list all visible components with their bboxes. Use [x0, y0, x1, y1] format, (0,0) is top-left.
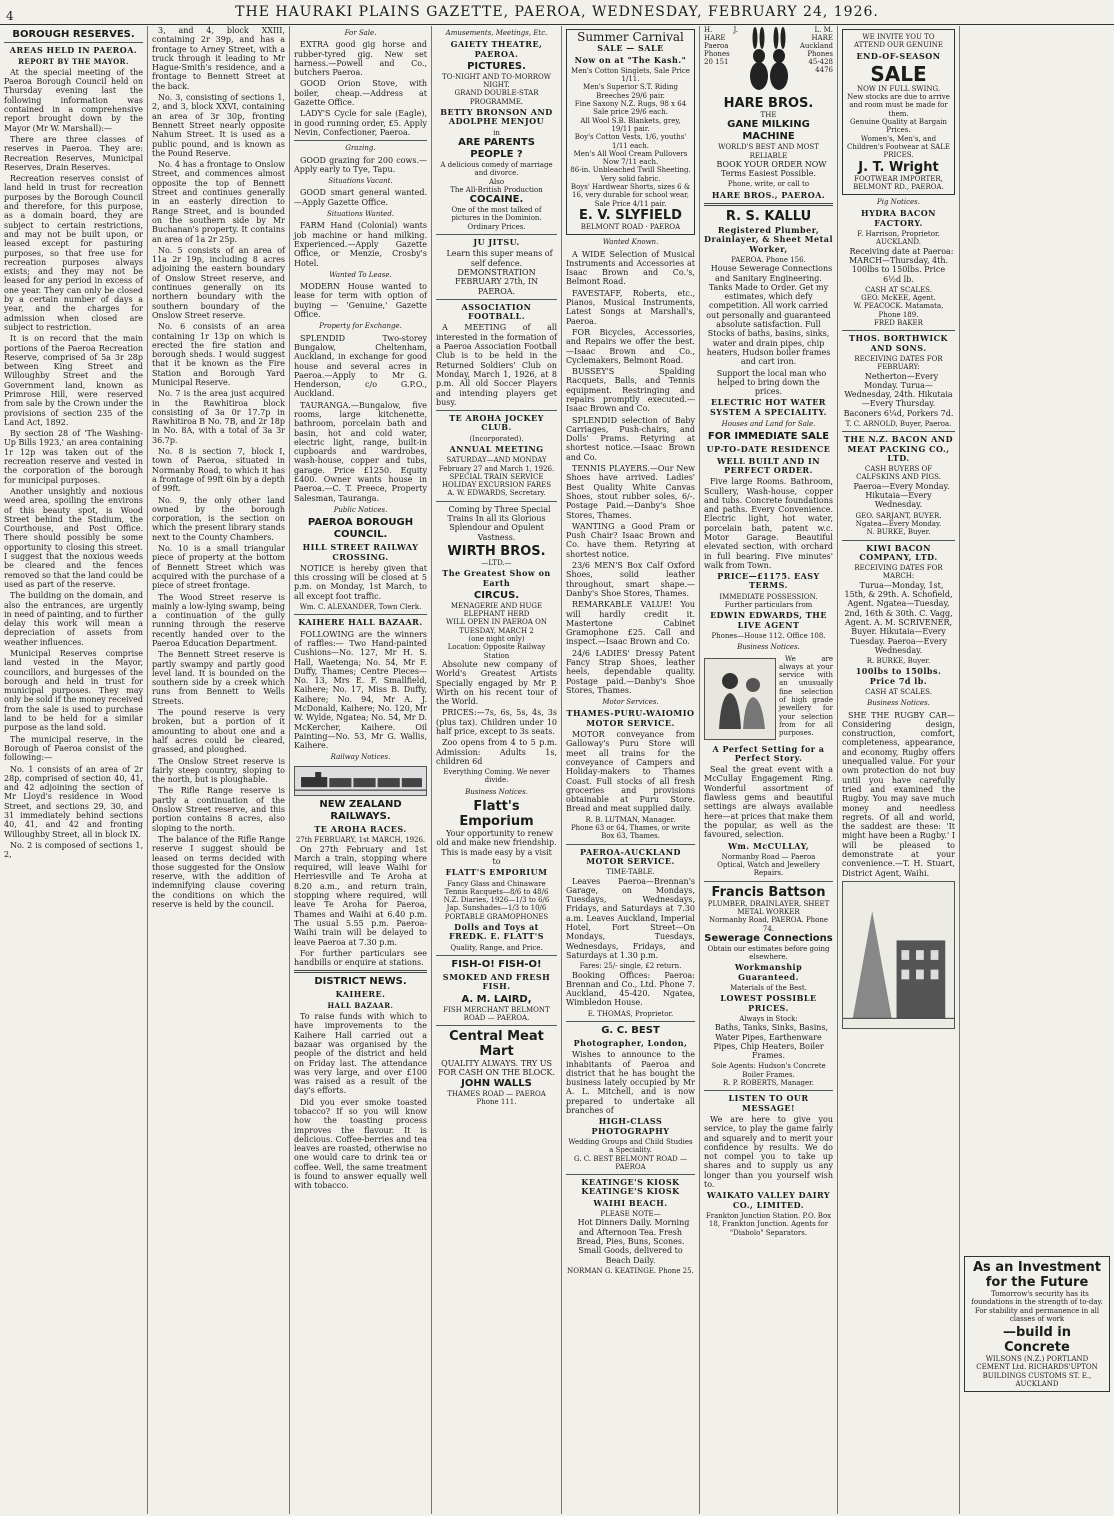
best-address: G. C. BEST BELMONT ROAD — PAEROA: [573, 1154, 688, 1171]
central-meat-mart: Central Meat Mart: [449, 1029, 544, 1060]
flatt-fancy: Fancy Glass and Chinaware: [447, 879, 546, 888]
norman-keatinge: NORMAN G. KEATINGE. Phone 25.: [567, 1266, 694, 1275]
nz-text: Paeroa—Every Monday. Hikutaia—Every Wednesday.: [853, 481, 950, 510]
best-name: G. C. BEST: [601, 1024, 660, 1036]
jujitsu-title: JU JITSU.: [473, 237, 520, 248]
paragraph: By section 28 of 'The Washing-Up Bills 1923,' an area containing 1r 12p was taken out of the recreation reserve and vested in the corporation of the borough for municipal purposes.: [4, 429, 143, 485]
column-5: [562, 26, 700, 1514]
jockey-club: TE AROHA JOCKEY CLUB.: [449, 413, 544, 433]
optical: Optical, Watch and Jewellery Repairs.: [717, 861, 820, 878]
kallu-support: Support the local man who helped to bring down the prices.: [716, 368, 827, 397]
also-text: Also: [488, 177, 505, 186]
masthead: [0, 0, 1114, 25]
paragraph: It is on record that the main portions of the Paeroa Recreation Reserve, comprised of 5a 3r 28p between King Street and Willoughby Street and the Government land, known as Primrose Hill, were reserved from sale by the Crown under the provisions of section 235 of the Land Act, 1892.: [4, 334, 143, 427]
divider: [436, 501, 557, 502]
laird-address: FISH MERCHANT BELMONT ROAD — PAEROA.: [443, 1005, 550, 1022]
walls-address: THAMES ROAD — PAEROA: [447, 1089, 546, 1098]
well-built: WELL BUILT AND IN PERFECT ORDER.: [716, 455, 821, 475]
lutman: R. B. LUTMAN, Manager.: [585, 815, 676, 824]
wirth-bros: WIRTH BROS.: [447, 543, 546, 559]
sale-heading: SALE: [870, 61, 927, 86]
summer-carnival-ad: [566, 29, 695, 235]
up-to-date: UP-TO-DATE RESIDENCE: [706, 444, 831, 455]
investment-title: As an Investment for the Future: [972, 1260, 1102, 1290]
tobacco-text: Did you ever smoke toasted tobacco? If so you will know how the toasting process improves the flavour. It is delicious. Coffee-berries and tea leaves are roasted, otherwise no one would care to drink tea or coffee. Well, the same treatment is found to answer equally well with tobacco.: [294, 1097, 427, 1191]
fares: Fares: 25/- single, £2 return.: [579, 962, 682, 971]
known-ad: FOR Bicycles, Accessories, and Repairs we offer the best.—Isaac Brown and Co., Cyclemakers, Belmont Road.: [566, 327, 695, 365]
section-grazing: Grazing.: [345, 144, 376, 153]
battson-sub: PLUMBER, DRAINLAYER, SHEET METAL WORKER: [707, 899, 830, 916]
paragraph: The balance of the Rifle Range reserve I suggest should be leased on terms decided with those suggested for the Onslow reserve, with the addition of indemnifying clause covering the conditions on which the reserve is held by the council.: [152, 834, 285, 910]
classified-ad: FARM Hand (Colonial) wants job machine or hand milking. Experienced.—Apply Gazette Office, or Menzie, Crosby's Hotel.: [294, 221, 427, 268]
divider: [842, 330, 955, 331]
byline: REPORT BY THE MAYOR.: [18, 56, 129, 66]
races-title: TE AROHA RACES.: [314, 823, 407, 834]
listen-title: LISTEN TO OUR MESSAGE!: [728, 1093, 809, 1113]
baker: FRED BAKER: [874, 319, 923, 328]
section-business: Business Notices.: [465, 787, 528, 796]
flatts-emporium: Flatt's Emporium: [459, 799, 534, 830]
sale-item: Fine Saxony N.Z. Rugs, 98 x 64 Sale price 29/6 each.: [574, 100, 687, 117]
phone-write: Phone, write, or call to: [727, 180, 810, 189]
divider: [566, 844, 695, 845]
sale-item: Men's Cotton Singlets, Sale Price 1/11.: [571, 66, 690, 84]
subheadline: AREAS HELD IN PAEROA.: [9, 45, 138, 56]
mccullay-address: Normanby Road — Paeroa: [721, 852, 816, 861]
john-walls: JOHN WALLS: [461, 1077, 532, 1089]
possession: IMMEDIATE POSSESSION.: [719, 592, 818, 601]
fish-heading: FISH-O! FISH-O!: [451, 958, 542, 970]
cash-at-scales-2: CASH AT SCALES.: [865, 688, 932, 696]
notice-text: NOTICE is hereby given that this crossing will be closed at 5 p.m. on Monday, 1st March, to all except foot traffic.: [294, 563, 427, 601]
sarjant: GEO. SARJANT, BUYER.: [855, 511, 942, 520]
classified-ad: EXTRA good gig horse and rubber-tyred gig. New set harness.—Powell and Co., butchers Paeroa.: [294, 40, 427, 78]
auckland-title: PAEROA-AUCKLAND MOTOR SERVICE.: [580, 846, 681, 866]
divider: [436, 299, 557, 300]
summer-carnival-title: Summer Carnival: [577, 30, 684, 44]
mccullay-text: We are always at your service with an unusually fine selection of high grade jewellery for your selection from for all purposes.: [779, 654, 833, 738]
motor-text: MOTOR conveyance from Galloway's Puru Store will meet all trains for the conveyance of Campers and Holiday-makers to Thames Coast. Full stocks of all fresh groceries and provisions obtainable at Puru Store. Bread and meat supplied daily.: [566, 730, 695, 814]
peacock: W. PEACOCK. Matamata, Phone 189.: [853, 302, 944, 319]
classified-ad: LADY'S Cycle for sale (Eagle), in good running order, £5. Apply Nevin, Confectioner, Paeroa.: [294, 109, 427, 137]
circus-text: Absolute new company of World's Greatest Artists Specially engaged by Mr P. Wirth on his recent tour of the World.: [436, 659, 557, 707]
annual-dates: February 27 and March 1, 1926.: [438, 464, 555, 473]
quality-always: QUALITY ALWAYS. TRY US FOR CASH ON THE BLOCK.: [438, 1059, 555, 1078]
borthwick: THOS. BORTHWICK AND SONS.: [849, 333, 948, 353]
columns: [0, 26, 1114, 1516]
house-price: PRICE—£1175. EASY TERMS.: [717, 571, 820, 591]
section-wanted: Situations Wanted.: [326, 210, 395, 219]
page-number: 4: [6, 9, 15, 23]
council-subtitle: HILL STREET RAILWAY CROSSING.: [302, 542, 419, 562]
burke-2: R. BURKE, Buyer.: [866, 657, 931, 666]
classified-ad: GOOD smart general wanted.—Apply Gazette Office.: [294, 188, 427, 207]
paragraph: The Bennett Street reserve is partly swampy and partly good level land. It is bounded on the southern side by a creek which runs from Bennett to Wells Streets.: [152, 650, 285, 706]
train-illustration: [294, 766, 427, 796]
new-stocks: New stocks are due to arrive and room must be made for them.: [847, 93, 950, 118]
cash-at-scales: CASH AT SCALES.: [865, 285, 932, 294]
listen-text: We are here to give you service, to play the game fairly and squarely and to merit your confidence by results. We do not compel you to take up shares and to supply us any longer than you yourself wish to.: [704, 1114, 833, 1190]
film-title-2: COCAINE.: [469, 194, 524, 206]
flatt-shades: Jap. Sunshades—1/3 to 10/6: [446, 904, 547, 913]
known-ad: 24/6 LADIES' Dressy Patent Fancy Strap Shoes, leather heels, dependable quality. Postage paid.—Danby's Shoe Stores, Thames.: [566, 648, 695, 695]
divider: [294, 970, 427, 973]
hare-right: L. M. HARE Auckland Phones 45-428 4476: [799, 26, 833, 74]
hare-bros: HARE BROS.: [723, 96, 814, 111]
known-ad: A WIDE Selection of Musical Instruments and Accessories at Isaac Brown and Co.'s, Belmont Road.: [566, 249, 695, 287]
one-night: (one night only): [468, 635, 525, 644]
column-3: [290, 26, 432, 1514]
holiday-fares: HOLIDAY EXCURSION FARES: [441, 481, 552, 490]
full-swing: NOW IN FULL SWING.: [856, 84, 941, 93]
cash-buyers: CASH BUYERS OF CALFSKINS AND PIGS.: [856, 465, 941, 482]
railways-title: NEW ZEALAND RAILWAYS.: [319, 798, 402, 822]
flatt-tennis: Tennis Racquets—8/6 to 48/6: [444, 887, 549, 896]
divider: [436, 410, 557, 411]
laird-name: A. M. LAIRD,: [461, 993, 532, 1005]
known-ad: WANTING a Good Pram or Push Chair? Isaac Brown and Co. have them. Retyring at shortest notice.: [566, 521, 695, 559]
pictures-heading: PICTURES.: [467, 60, 526, 72]
hydra-text: Receiving date at Paeroa: MARCH—Thursday, 4th. 100lbs to 150lbs. Price 6½d lb.: [848, 246, 954, 284]
paragraph: No. 5 consists of an area of 11a 2r 19p, including 8 acres adjoining the eastern boundary of Onslow Street reserve, and continues generally on its northern boundary with the southern boundary of the Onslow Street reserve.: [152, 245, 285, 320]
flatt-text: Your opportunity to renew old and make new friendship. This is made easy by a visit to: [436, 829, 557, 866]
timetable: TIME-TABLE.: [606, 868, 655, 877]
divider: [436, 1025, 557, 1026]
district-news-title: DISTRICT NEWS.: [314, 976, 407, 988]
paragraph: The Rifle Range reserve is partly a continuation of the Onslow Street reserve, and this portion contains 8 acres, also sloping to the north.: [152, 786, 285, 833]
jockey-sub: (Incorporated).: [469, 434, 524, 443]
electric-hot-water: ELECTRIC HOT WATER SYSTEM A SPECIALITY.: [710, 397, 827, 417]
agent-name: EDWIN EDWARDS, THE LIVE AGENT: [710, 610, 827, 630]
section-wanted-known: Wanted Known.: [602, 238, 659, 247]
tonight: TO-NIGHT AND TO-MORROW NIGHT.: [442, 72, 551, 90]
high-class-photography: HIGH-CLASS PHOTOGRAPHY: [591, 1116, 670, 1136]
bazaar-title: KAIHERE HALL BAZAAR.: [298, 617, 423, 628]
in-text: in: [493, 128, 500, 137]
paragraph: The Onslow Street reserve is fairly steep country, sloping to the north, but is ploughable.: [152, 756, 285, 785]
sale-item: 86-in. Unbleached Twill Sheeting. Very solid fabric.: [570, 166, 691, 183]
paragraph: Recreation reserves consist of land held in trust for recreation purposes by the Borough Council and therefore, for this purpose, as a domain board, they are subject to certain restrictions, and may not be built upon, or leased except for pasturing purposes, so that free use for recreation purposes always exists; and they may not be leased for any period in excess of one year. They can only be closed by a certain number of days a year, and the charges for admission when closed are subject to restriction.: [4, 174, 143, 332]
circus-location: Location: Opposite Railway Station: [447, 643, 546, 660]
auckland-text: Leaves Paeroa—Brennan's Garage, on Mondays, Tuesdays, Wednesdays, Fridays, and Saturdays at 7.30 a.m. Leaves Auckland, Imperial Hotel, Fort Street—On Mondays, Tuesdays, Wednesdays, Fridays, and Saturdays at 1.30 p.m.: [566, 876, 695, 960]
divider: [842, 540, 955, 541]
materials: Materials of the Best.: [730, 984, 807, 993]
building-icon: [843, 882, 954, 1028]
sale-item: Boy's Cotton Vests, 1/6, youths' 1/11 each.: [574, 133, 687, 150]
menagerie: MENAGERIE AND HUGE ELEPHANT HERD: [450, 601, 543, 619]
race-dates: 27th FEBRUARY, 1st MARCH, 1926.: [295, 836, 426, 845]
booking: Booking Offices: Paeroa: Brennan and Co., Ltd. Phone 7. Auckland, 45-420. Ngatea, Wimbledon House.: [566, 970, 695, 1008]
sale-item: Men's All Wool Cream Pullovers Now 7/11 each.: [573, 149, 688, 167]
known-ad: TENNIS PLAYERS.—Our New Shoes have arrived. Ladies' Best Quality White Canvas Shoes, stout rubber soles, 6/-. Postage Paid.—Danby's Shoe Stores, Thames.: [566, 464, 695, 520]
flatt-quality: Quality, Range, and Price.: [450, 943, 543, 952]
investment-text: Tomorrow's security has its foundations in the strength of to-day. For stability and permanence in all classes of work: [971, 1290, 1103, 1323]
film-subtitle-1: A delicious comedy of marriage and divorce.: [440, 160, 553, 178]
roberts: R. P. ROBERTS, Manager.: [723, 1079, 814, 1088]
double-star: GRAND DOUBLE-STAR PROGRAMME.: [454, 89, 539, 106]
district-text: To raise funds with which to have improvements to the Kaihere Hall carried out a bazaar was organised by the people of the district and held on Friday last. The attendance was very large, and over £100 was raised as a result of the day's efforts.: [294, 1012, 427, 1096]
thomas: E. THOMAS, Proprietor.: [587, 1009, 674, 1018]
concrete-illustration: [842, 881, 955, 1029]
secretary: A. W. EDWARDS, Secretary.: [447, 489, 546, 498]
divider: [294, 614, 427, 615]
divider: [704, 881, 833, 882]
wright-sub: FOOTWEAR IMPORTER, BELMONT RD., PAEROA.: [853, 174, 944, 191]
keatinge-kiosk: KEATINGE'S KIOSK KEATINGE'S KIOSK: [581, 1177, 680, 1197]
paragraph: At the special meeting of the Paeroa Borough Council held on Thursday evening last the following information was contained in a comprehensive report brought down by the Mayor (Mr W. Marshall):—: [4, 67, 143, 133]
paragraph: No. 8 is section 7, block I, town of Paeroa, situated in Normanby Road, to which it has a frontage of 99ft 6in by a depth of 99ft.: [152, 447, 285, 494]
wright-name: J. T. Wright: [858, 159, 939, 175]
headline-borough-reserves: BOROUGH RESERVES.: [12, 29, 135, 40]
hare-bros-paeroa: HARE BROS., PAEROA.: [711, 189, 826, 200]
ordinary-prices: Ordinary Prices.: [467, 222, 526, 231]
section-vacant: Situations Vacant.: [328, 177, 393, 186]
paragraph: Another unsightly and noxious weed area, spoiling the environs of this beauty spot, is Wood Street behind the Stadium, the Courthouse, and Post Office. There should possibly be some opportunity to closing this street. I suggest that the noxious weeds be cleared and the fences removed so that the land could be used as part of the reserve.: [4, 486, 143, 589]
battson-address: Normanby Road, PAEROA. Phone 74.: [708, 916, 829, 933]
kiwi-text: Turua—Monday, 1st, 15th, & 29th. A. Schofield, Agent. Ngatea—Tuesday, 2nd, 16th & 30th. C. Vagg, Agent. A. M. SCRIVENER, Buyer. Hikutaia—Every Tuesday. Paeroa—Every Wednesday.: [844, 580, 953, 655]
footwear: Women's, Men's, and Children's Footwear at SALE PRICES.: [847, 134, 950, 160]
column-7: [838, 26, 960, 1514]
best-sub: Photographer, London,: [573, 1037, 688, 1048]
paragraph: No. 6 consists of an area containing 1r 13p on which is erected the fire station and borough sheds. I would suggest that it be known as the Fire Station and Borough Yard Municipal Reserve.: [152, 322, 285, 387]
train-icon: [295, 767, 426, 795]
kallu-text: House Sewerage Connections and Sanitary Engineering. Tanks Made to Order. Get my estimates, which defy competition. All work carried out personally and guaranteed absolute satisfaction. Full Stocks of baths, basins, sinks, water and drain pipes, chip heaters, Hudson boiler frames and cart iron.: [706, 264, 833, 367]
column-6: [700, 26, 838, 1514]
couple-icon: [705, 659, 775, 739]
immediate-sale: FOR IMMEDIATE SALE: [707, 431, 830, 443]
wilsons-cement: WILSONS (N.Z.) PORTLAND CEMENT Ltd. RICHARDS'UPTON BUILDINGS CUSTOMS ST. E., AUCKLAND: [976, 1355, 1098, 1389]
annual-days: SATURDAY—AND MONDAY: [446, 456, 547, 465]
borthwick-text: Netherton—Every Monday. Turua—Wednesday, 24th. Hikutaia—Every Thursday. Baconers 6¼d, Porkers 7d.: [843, 371, 954, 418]
paragraph: 3, and 4, block XXIII, containing 2r 39p, and has a frontage to Arney Street, with a truck through it leading to Mr Hague-Smith's residence, and a frontage to Bennett Street at the back.: [152, 26, 285, 91]
lowest-prices: LOWEST POSSIBLE PRICES.: [720, 993, 817, 1013]
jeweller-illustration: [704, 658, 776, 740]
jujitsu-text: Learn this super means of self defence. DEMONSTRATION FEBRUARY 27th, IN PAEROA.: [446, 249, 553, 296]
wedding-groups: Wedding Groups and Child Studies a Speciality.: [568, 1137, 693, 1155]
stock-label: Always in Stock:: [739, 1014, 798, 1023]
section-amusements: Amusements, Meetings, Etc.: [445, 29, 548, 37]
known-ad: SPLENDID selection of Baby Carriages, Push-chairs, and Dolls' Prams. Retyring at shortest notice.—Isaac Brown and Co.: [566, 415, 695, 462]
perfect-setting: A Perfect Setting for a Perfect Story.: [712, 743, 825, 763]
battson-name: Francis Battson: [711, 884, 826, 900]
slyfield-name: E. V. SLYFIELD: [579, 207, 682, 223]
hot-dinners: Hot Dinners Daily. Morning and Afternoon Tea. Fresh Bread, Pies, Buns, Scones. Small Goods, delivered to Beach Daily.: [576, 1218, 690, 1265]
section-public-notices: Public Notices.: [333, 505, 388, 514]
paragraph: The building on the domain, and also the entrances, are urgently in need of painting, and to further delay this work will mean a depreciation of assets from weather influences.: [4, 591, 143, 647]
jeweller-row: [704, 655, 833, 743]
divider: [294, 140, 427, 141]
wright-sale-ad: [842, 29, 955, 195]
ngatea: Ngatea—Every Monday.: [855, 519, 942, 528]
divider: [566, 1021, 695, 1022]
paragraph: No. 7 is the area just acquired in the Rawhitiroa block consisting of 3a 0r 17.7p in Rawhitiroa B No. 7B, and 2r 18p in No. 8A, with a total of 3a 3r 36.7p.: [152, 389, 285, 445]
sewerage-sub: Obtain our estimates before going elsewhere.: [707, 944, 830, 962]
the-label: THE: [760, 111, 777, 119]
rugby-text: SHE THE RUGBY CAR—Considering design, construction, comfort, completeness, appearance, and economy, Rugby offers unequalled value. For your own protection do not buy until you have carefully tried and examined the Rugby. You may save much money and needless regrets. Of all and world, the saddest are these: 'It might have been a Rugby.' I will be pleased to demonstrate at your convenience.—T. H. Stuart, District Agent, Waihi.: [842, 710, 955, 878]
notice-signature: Wm. C. ALEXANDER, Town Clerk.: [299, 603, 422, 612]
greatest-show: The Greatest Show on Earth: [442, 568, 551, 588]
gane-machine: GANE MILKING MACHINE: [727, 119, 810, 143]
hydra-sub: F. Harrison, Proprietor. AUCKLAND.: [857, 230, 940, 247]
sale-item: Men's Superior S.T. Riding Breeches 29/6 pair.: [583, 83, 678, 100]
burke: N. BURKE, Buyer.: [866, 528, 931, 537]
paragraph: The pound reserve is very broken, but a portion of it amounting to about one and a half acres could be cleared, grassed, and ploughed.: [152, 708, 285, 755]
stars: BETTY BRONSON AND ADOLPHE MENJOU: [440, 107, 553, 127]
genuine-quality: Genuine Quality at Bargain Prices.: [849, 118, 948, 135]
council-title: PAEROA BOROUGH COUNCIL.: [307, 517, 414, 541]
gaiety-theatre: GAIETY THEATRE, PAEROA.: [450, 39, 543, 59]
football-text: A MEETING of all interested in the formation of a Paeroa Association Football Club is to be held in the Returned Soldiers' Club on Monday, March 1, 1926, at 8 p.m. All old Soccer Players and intending players get busy.: [436, 323, 557, 407]
hall-bazaar-heading: HALL BAZAAR.: [327, 1000, 394, 1010]
paragraph: Municipal Reserves comprise land vested in the Mayor, councillors, and burgesses of the borough and held in trust for municipal purposes. They may only be sold if the money received from the sale is used to purchase land to be held for a similar purpose as the land sold.: [4, 649, 143, 733]
classified-ad: GOOD Orion Stove, with boiler, cheap.—Address at Gazette Office.: [294, 79, 427, 108]
classified-ad: SPLENDID Two-storey Bungalow, Cheltenham, Auckland, in exchange for good house and several acres in Paeroa.—Apply to Mr G. Henderson, c/o G.P.O., Auckland.: [294, 333, 427, 399]
build-in-concrete: —build in Concrete: [1002, 1325, 1071, 1356]
wirth-ltd: —LTD.—: [481, 558, 512, 567]
flatt-diaries: N.Z. Diaries, 1926—1/3 to 6/6: [443, 896, 550, 905]
walls-phone: Phone 111.: [476, 1098, 517, 1107]
bazaar-text: FOLLOWING are the winners of raffles:— Two Hand-painted Cushions—No. 127, Mr H. S. Hall, Waetenga; No. 54, Mr F. Duffy, Thames; Centre Pieces—No. 13, Mrs E. F. Smallfield, Kaihere; No. 17, Miss B. Duffy, Kaihere; No. 94, Mr A. J. McDonald, Kaihere; No. 120, Mr W. Wylde, Ngatea; No. 54, Mr D. McKercher, Kaihere. Oil Painting—No. 53, Mr G. Wallis, Kaihere.: [294, 629, 427, 751]
paragraph: The municipal reserve, in the Borough of Paeroa consist of the following:—: [4, 734, 143, 763]
sewerage: Sewerage Connections: [704, 932, 833, 944]
agent-phones: Phones—House 112. Office 108.: [711, 631, 826, 640]
hare-header: [704, 26, 833, 96]
section-business: Business Notices.: [867, 699, 930, 708]
arnold: T. C. ARNOLD, Buyer, Paeroa.: [845, 419, 952, 428]
hydra: HYDRA BACON FACTORY.: [861, 208, 936, 228]
mckee: GEO. McKEE, Agent.: [861, 294, 936, 303]
column-4: [432, 26, 562, 1514]
paragraph: No. 4 has a frontage to Onslow Street, and commences almost opposite the top of Bennett Street and continues generally in an easterly direction to Range Street, and is bounded on the southern side by Mr Buchanan's property. It contains an area of 1a 2r 25p.: [152, 160, 285, 244]
circus-title: CIRCUS.: [473, 589, 520, 601]
kaihere-heading: KAIHERE.: [335, 989, 386, 1000]
now-on: Now on at "The Kash.": [574, 54, 687, 65]
book-order: BOOK YOUR ORDER NOW Terms Easiest Possible.: [716, 159, 827, 179]
waikato-dairy: WAIKATO VALLEY DAIRY CO., LIMITED.: [706, 1190, 831, 1210]
circus-coming: Coming by Three Special Trains In all its Glorious Splendour and Opulent Vastness.: [447, 504, 551, 542]
stock-text: Baths, Tanks, Sinks, Basins, Water Pipes, Earthenware Pipes, Chip Heaters, Boiler Frames.: [713, 1023, 829, 1061]
gane-sub: WORLD'S BEST AND MOST RELIABLE: [718, 143, 819, 160]
smoked-fish: SMOKED AND FRESH FISH.: [442, 971, 551, 992]
investment-ad: [964, 1256, 1110, 1392]
section-lease: Wanted To Lease.: [329, 270, 392, 279]
mccullay-name: Wm. McCULLAY,: [727, 840, 810, 851]
divider: [566, 1174, 695, 1175]
british-production: The All-British Production: [450, 185, 543, 194]
paragraph: No. 1 consists of an area of 2r 28p, comprised of section 40, 41, and 42 adjoining the section of Mr Lloyd's residence in Wood Street, and sections 29, 30, and 31 immediately behind sections 40, 41, and 42 and fronting Willoughby Street, all in block IX.: [4, 764, 143, 839]
railway-text: On 27th February and 1st March a train, stopping where required, will leave Waihi for Herriesville and Te Aroha at 8.20 a.m., and return train, stopping where required, will leave Te Aroha for Paeroa, Thames and Waihi at 6.40 p.m. The usual 5.55 p.m. Paeroa-Waihi train will be delayed to leave Paeroa at 7.30 p.m.: [294, 844, 427, 947]
further-from: Further particulars from: [724, 601, 813, 610]
kallu-address: PAEROA. Phone 156.: [731, 255, 806, 264]
kiwi-bacon: KIWI BACON COMPANY, LTD.: [859, 542, 938, 562]
paragraph: No. 9, the only other land owned by the borough corporation, is the section on which the present library stands next to the County Chambers.: [152, 495, 285, 542]
sale-item: Boys' Hardwear Shorts, sizes 6 & 16, very durable for school wear, Sale Price 4/11 pair.: [570, 183, 691, 208]
railway-note: For further particulars see handbills or enquire at stations.: [294, 948, 427, 968]
flatt-portable: PORTABLE GRAMOPHONES: [444, 912, 549, 921]
train-service: SPECIAL TRAIN SERVICE: [449, 472, 544, 481]
house-text: Five large Rooms. Bathroom, Scullery, Wash-house, copper and tubs. Concrete foundations and paths. Every Convenience. Electric light, hot water, porcelain bath, patent w.c. Motor Garage. Beautiful elevated section, with orchard in full bearing. Five minutes' walk from Town.: [704, 477, 833, 570]
divider: [704, 1090, 833, 1091]
paragraph: The Wood Street reserve is mainly a low-lying swamp, being a continuation of the gully running through the reserve recently handed over to the Paeroa Education Department.: [152, 592, 285, 648]
will-open: WILL OPEN IN PAEROA ON TUESDAY, MARCH 2: [446, 618, 547, 635]
divider: [436, 234, 557, 235]
known-ad: FAVESTAFF, Roberts, etc., Pianos, Musical Instruments, Latest Songs at Marshall's, Paeroa.: [566, 288, 695, 326]
classified-ad: MODERN House wanted to lease for term with option of buying — 'Genuine,' Gazette Office.: [294, 282, 427, 320]
football-title: ASSOCIATION FOOTBALL.: [461, 301, 532, 322]
film-title-1: ARE PARENTS PEOPLE ?: [458, 136, 535, 160]
flatt-dolls: Dolls and Toys at FREDK. E. FLATT'S: [449, 922, 544, 942]
section-motor: Motor Services.: [602, 698, 659, 707]
masthead-title: THE HAURAKI PLAINS GAZETTE, PAEROA, WEDNESDAY, FEBRUARY 24, 1926.: [235, 4, 879, 20]
section-railway: Railway Notices.: [330, 753, 391, 762]
film-subtitle-2: One of the most talked of pictures in the Dominion.: [451, 206, 542, 223]
best-text: Wishes to announce to the inhabitants of Paeroa and district that he has bought the business lately occupied by Mr A. L. Mitchell, and is now prepared to undertake all branches of: [566, 1050, 695, 1116]
end-of-season: END-OF-SEASON: [856, 50, 941, 61]
divider: [704, 203, 833, 206]
section-exchange: Property for Exchange.: [319, 322, 402, 331]
kallu-name: R. S. KALLU: [725, 209, 812, 225]
paragraph: No. 3, consisting of sections 1, 2, and 3, block XXVI, containing an area of 3r 30p, fronting Bennett Street nearly opposite Nahum Street. It is used as a public pound, and is known as the Pound Reserve.: [152, 93, 285, 158]
column-2: [148, 26, 290, 1514]
divider: [436, 955, 557, 956]
classified-ad: GOOD grazing for 200 cows.—Apply early to Tye, Tapu.: [294, 155, 427, 174]
rabbits-icon: [739, 26, 799, 96]
motor-title: THAMES-PURU-WAIOMIO MOTOR SERVICE.: [566, 708, 695, 728]
please-note: PLEASE NOTE—: [600, 1210, 661, 1219]
column-8: [960, 26, 1114, 1514]
perfect-text: Seal the great event with a McCullay Engagement Ring. Wonderful assortment of flawless gems and beautiful settings are always available here—at prices that make them the popular, as well as the favoured, selection.: [704, 765, 833, 840]
section-houses: Houses and Land for Sale.: [721, 420, 816, 429]
slyfield-address: BELMONT ROAD · PAEROA: [580, 222, 681, 231]
column-1: [0, 26, 148, 1514]
circus-everything: Everything Coming. We never divide.: [443, 768, 550, 785]
workmanship: Workmanship Guaranteed.: [734, 962, 803, 982]
sale-item: All Wool S.B. Blankets, grey, 19/11 pair.: [580, 116, 681, 133]
known-ad: BUSSEY'S Spalding Racquets, Balls, and Tennis equipment. Restringing and repairs promptly executed.—Isaac Brown and Co.: [566, 367, 695, 414]
paragraph: No. 10 is a small triangular piece of property at the bottom of Bennett Street which was acquired with the purchase of a piece of street frontage.: [152, 544, 285, 591]
invite: WE INVITE YOU TO ATTEND OUR GENUINE: [853, 33, 944, 50]
sale-banner: SALE — SALE: [597, 43, 664, 54]
circus-prices: PRICES:—7s, 6s, 5s, 4s, 3s (plus tax). Children under 10 half price, except to 3s seats.: [436, 708, 557, 736]
sole-agents: Sole Agents: Hudson's Concrete Boiler Frames.: [711, 1062, 826, 1079]
paragraph: There are three classes of reserves in Paeroa. They are: Recreation Reserves, Municipal Reserves, Drain Reserves.: [4, 134, 143, 172]
flatt-name: FLATT'S EMPORIUM: [445, 867, 548, 878]
kiwi-price: 100lbs to 150lbs. Price 7d lb.: [855, 666, 942, 686]
waihi-beach: WAIHI BEACH.: [593, 1197, 668, 1208]
receiving: RECEIVING DATES FOR FEBRUARY:: [854, 354, 943, 372]
nz-bacon: THE N.Z. BACON AND MEAT PACKING CO., LTD.: [843, 434, 954, 463]
circus-zoo: Zoo opens from 4 to 5 p.m. Admission: Adults 1s, children 6d: [436, 738, 557, 766]
lutman-phone: Phone 63 or 64, Thames, or write Box 63, Thames.: [570, 824, 691, 841]
divider: [4, 42, 143, 43]
known-ad: REMARKABLE VALUE! You will hardly credit it. Mastertone Cabinet Gramophone £25. Call and inspect.—Isaac Brown and Co.: [566, 600, 695, 647]
classified-ad: TAURANGA.—Bungalow, five rooms, large kitchenette, bathroom, porcelain bath and basin, hot and cold water, electric light, range, built-in cupboards and wardrobes, wash-house, copper and tubs, garage. Price £1250. Equity £400. Owner wants house in Paeroa.—C. T. Preece, Property Salesman, Tauranga.: [294, 400, 427, 503]
known-ad: 23/6 MEN'S Box Calf Oxford Shoes, solid leather throughout, smart shape.—Danby's Shoe Stores, Thames.: [566, 561, 695, 598]
annual-meeting: ANNUAL MEETING: [449, 443, 544, 454]
hare-left: H. J. HARE Paeroa Phones 20 151: [704, 26, 738, 66]
section-for-sale: For Sale.: [344, 29, 377, 37]
section-business: Business Notices.: [737, 643, 800, 652]
frankton: Frankton Junction Station. P.O. Box 18, Frankton Junction. Agents for "Diabolo" Separators.: [705, 1211, 832, 1237]
paragraph: No. 2 is composed of sections 1, 2,: [4, 840, 143, 860]
section-pig: Pig Notices.: [877, 198, 920, 207]
divider: [842, 431, 955, 432]
kallu-sub: Registered Plumber, Drainlayer, & Sheet Metal Worker,: [704, 225, 833, 254]
kiwi-dates: RECEIVING DATES FOR MARCH:: [854, 564, 943, 581]
